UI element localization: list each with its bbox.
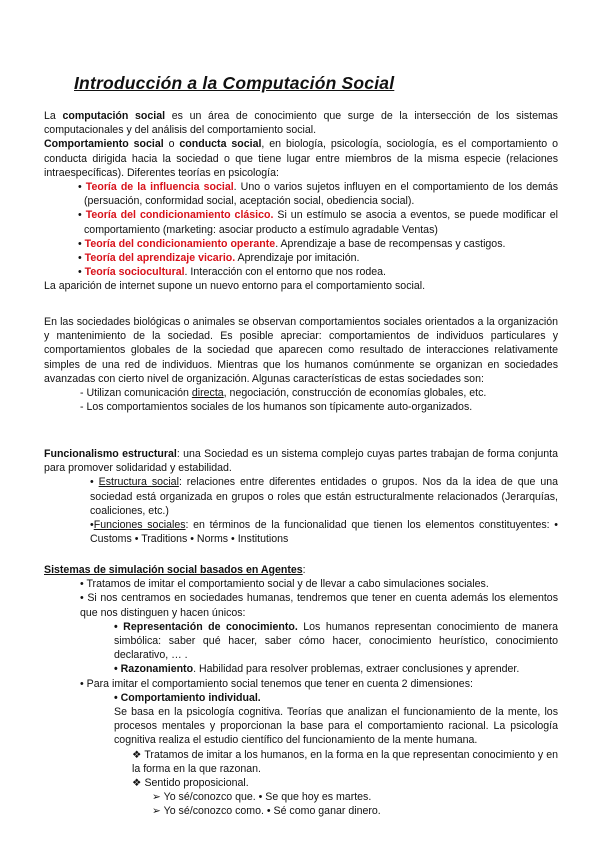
theory-desc: Si un estímulo se asocia a eventos, se puede modificar el comportamiento (marketing: asociar producto a estímulo agradable Ventas)	[84, 209, 559, 236]
underlined-word: directa	[191, 387, 224, 400]
bullet: •	[90, 519, 94, 532]
term-comportamiento-individual: • Comportamiento individual.	[114, 691, 261, 704]
section-heading	[44, 563, 558, 577]
text: , en biología, psicología, sociología, es el comportamiento o conducta dirigida hacia la sociedad o que tiene lugar entre miembros de la misma especie (relaciones intraespecíficas). Diferentes teorías en psicología:	[44, 138, 558, 179]
behavior-paragraph	[44, 137, 558, 180]
text: : una Sociedad es un sistema complejo cuyas partes trabajan de forma conjunta para promover solidaridad y estabilidad.	[44, 448, 559, 475]
text: - Utilizan comunicación	[80, 387, 192, 400]
intro-paragraph	[44, 109, 558, 137]
theory-desc: . Aprendizaje a base de recompensas y castigos.	[275, 237, 506, 250]
text: es un área de conocimiento que surge de la intersección de los sistemas computacionales y del análisis del comportamiento social.	[44, 110, 558, 137]
list-item: ➢ Yo sé/conozco que. • Se que hoy es martes.	[152, 791, 372, 804]
list-item: • Para imitar el comportamiento social tenemos que tener en cuenta 2 dimensiones:	[80, 677, 473, 690]
text: : en términos de la funcionalidad que tienen los elementos constituyentes: • Customs • Traditions • Norms • Institutions	[90, 519, 559, 546]
text: : relaciones entre diferentes entidades o grupos. Nos da la idea de que una sociedad está organizada en grupos o roles que están estructuralmente relacionados (Jerarquías, coaliciones, etc.)	[90, 476, 559, 517]
bullet: •	[90, 476, 99, 489]
term-estructura-social: Estructura social	[98, 476, 179, 489]
theory-desc: Aprendizaje por imitación.	[235, 252, 360, 265]
list-item: • Teoría sociocultural. Interacción con el entorno que nos rodea.	[78, 266, 386, 279]
term-funcionalismo: Funcionalismo estructural	[44, 448, 177, 460]
paragraph: Se basa en la psicología cognitiva. Teorías que analizan el funcionamiento de la mente, los procesos mentales y proporcionan la base para el comportamiento racional. La psicología cognitiva realiza el estudio científico del funcionamiento de la mente humana.	[114, 706, 558, 747]
theory-desc: . Interacción con el entorno que nos rodea.	[184, 266, 386, 279]
term-razonamiento: • Razonamiento	[114, 663, 194, 676]
functionalism-paragraph	[44, 447, 558, 475]
text: Los humanos representan conocimiento de manera simbólica: saber qué hacer, saber cómo hacer, conocimiento heurístico, conocimiento declarativo, … .	[114, 620, 558, 662]
term-conducta-social: conducta social	[179, 138, 262, 151]
list-item	[44, 475, 558, 518]
term-computacion-social: computación social	[62, 110, 166, 122]
list-item	[44, 620, 558, 663]
page-title: Introducción a la Computación Social	[74, 73, 395, 93]
text: La	[44, 110, 63, 122]
theory-name: Teoría sociocultural	[84, 266, 185, 279]
text: , negociación, construcción de economías globales, etc.	[223, 387, 487, 400]
term-comportamiento-social: Comportamiento social	[44, 138, 164, 151]
theory-name: Teoría del aprendizaje vicario.	[84, 252, 236, 265]
list-item: • Si nos centramos en sociedades humanas, tendremos que tener en cuenta además los elementos que nos distinguen y hacen únicos:	[80, 592, 558, 619]
list-item: - Los comportamientos sociales de los humanos son típicamente auto-organizados.	[80, 401, 473, 414]
list-item: ❖ Tratamos de imitar a los humanos, en la forma en la que representan conocimiento y en la forma en la que razonan.	[132, 748, 558, 775]
term-representacion: • Representación de conocimiento.	[114, 620, 298, 633]
theory-name: Teoría del condicionamiento operante	[84, 237, 276, 250]
list-item: • Teoría del condicionamiento clásico. Si un estímulo se asocia a eventos, se puede modificar el comportamiento (marketing: asociar producto a estímulo agradable Ventas)	[78, 209, 559, 236]
list-item	[44, 386, 558, 400]
agents-section	[44, 563, 558, 819]
list-item: ➢ Yo sé/conozco como. • Sé como ganar dinero.	[152, 805, 381, 818]
text: :	[302, 564, 306, 576]
theory-name: Teoría de la influencia social	[85, 181, 234, 194]
functionalism-section	[44, 447, 558, 546]
list-item	[44, 662, 558, 676]
list-item: • Tratamos de imitar el comportamiento social y de llevar a cabo simulaciones sociales.	[80, 578, 489, 591]
list-item: • Teoría del aprendizaje vicario. Aprendizaje por imitación.	[78, 252, 360, 265]
list-item: • Teoría del condicionamiento operante. Aprendizaje a base de recompensas y castigos.	[78, 237, 506, 250]
intro-section	[44, 109, 558, 294]
societies-section	[44, 315, 558, 414]
list-item: ❖ Sentido proposicional.	[132, 777, 249, 790]
text: o	[163, 138, 180, 151]
societies-paragraph: En las sociedades biológicas o animales se observan comportamientos sociales orientados a la organización y mantenimiento de la sociedad. Es posible apreciar: comportamientos de individuos particulares y comportamientos globales de la sociedad que aparecen como resultado de interacciones relativamente simples de una red de individuos. Mientras que los humanos comúnmente se organizan en sociedades avanzadas con cierto nivel de organización. Algunas características de estas sociedades son:	[44, 316, 558, 385]
list-item	[44, 691, 558, 705]
list-item: • Teoría de la influencia social. Uno o varios sujetos influyen en el comportamiento de los demás (persuación, conformidad social, aceptación social, obediencia social).	[78, 181, 558, 208]
heading-text: Sistemas de simulación social basados en Agentes	[44, 564, 303, 576]
list-item	[44, 518, 558, 546]
theory-name: Teoría del condicionamiento clásico.	[85, 209, 274, 222]
theory-desc: . Uno o varios sujetos influyen en el comportamiento de los demás (persuación, conformidad social, aceptación social, obediencia social).	[84, 181, 558, 208]
theories-list	[44, 180, 558, 279]
text: . Habilidad para resolver problemas, extraer conclusiones y aprender.	[193, 663, 520, 676]
term-funciones-sociales: Funciones sociales	[93, 519, 186, 532]
internet-paragraph: La aparición de internet supone un nuevo entorno para el comportamiento social.	[44, 280, 426, 293]
